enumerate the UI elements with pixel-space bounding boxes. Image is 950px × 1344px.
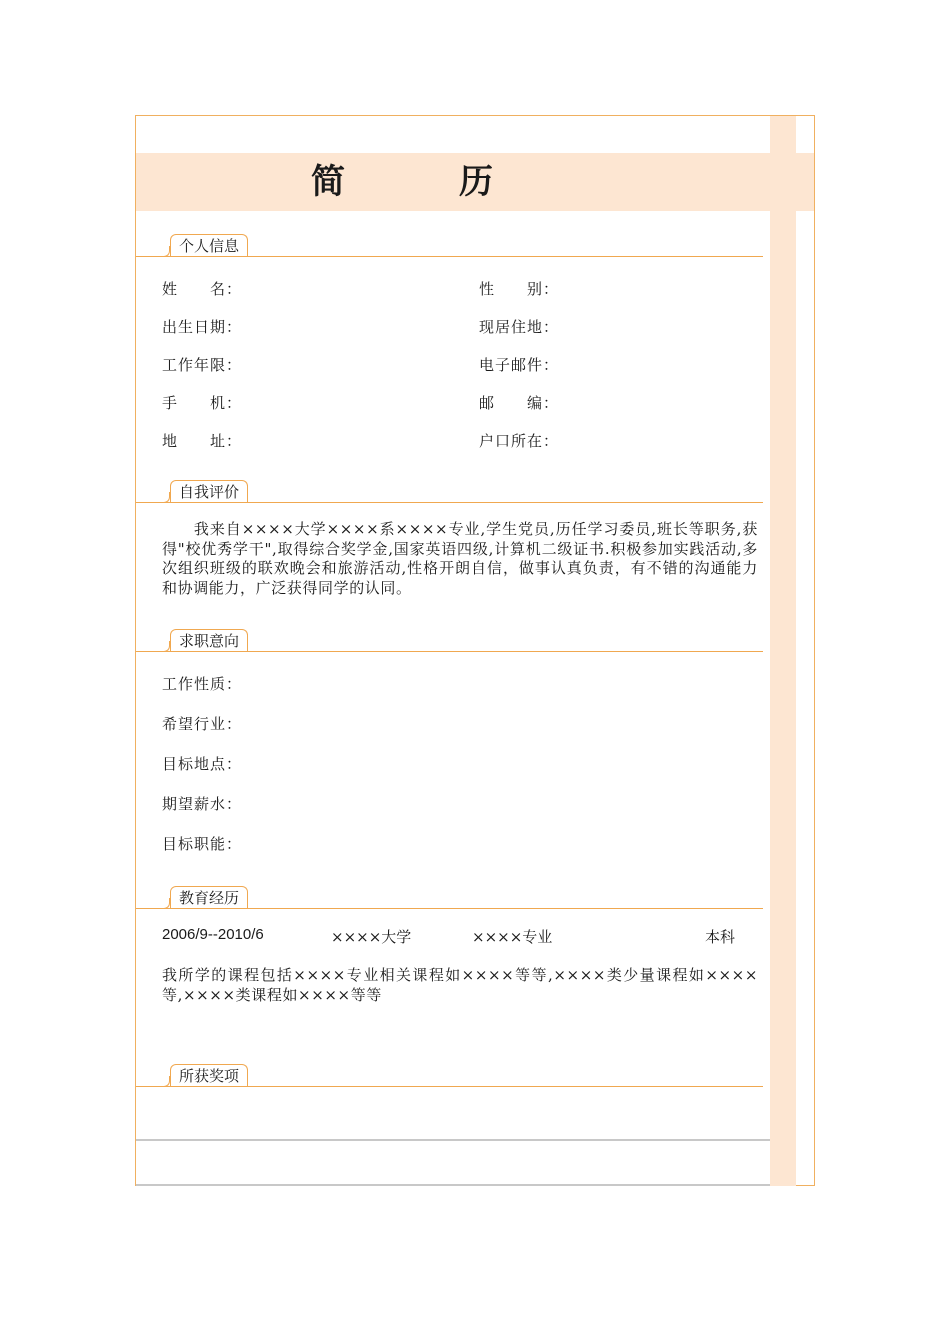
field-job-type: 工作性质：: [162, 675, 243, 693]
section-heading-intent: 求职意向: [170, 629, 248, 651]
bottom-divider: [136, 1184, 770, 1186]
field-postcode: 邮 编：: [479, 394, 560, 412]
section-heading-awards: 所获奖项: [170, 1064, 248, 1086]
field-work-years: 工作年限：: [162, 356, 243, 374]
field-hukou: 户口所在：: [479, 432, 560, 450]
edu-courses: 我所学的课程包括××××专业相关课程如××××等等,××××类少量课程如××××等,××××类课程如××××等等: [162, 966, 758, 1004]
self-eval-text: 我来自××××大学××××系××××专业,学生党员,历任学习委员,班长等职务,获得"校优秀学干",取得综合奖学金,国家英语四级,计算机二级证书.积极参加实践活动,多次组织班级的联欢晚会和旅游活动,性格开朗自信，做事认真负责，有不错的沟通能力和协调能力，广泛获得同学的认同。: [162, 520, 758, 597]
field-location: 目标地点：: [162, 755, 243, 773]
field-industry: 希望行业：: [162, 715, 243, 733]
right-decor-stripe: [770, 116, 796, 1186]
field-name: 姓 名：: [162, 280, 243, 298]
resume-title: 简 历: [311, 162, 533, 202]
bottom-divider: [136, 1139, 770, 1141]
field-mobile: 手 机：: [162, 394, 243, 412]
field-residence: 现居住地：: [479, 318, 560, 336]
field-email: 电子邮件：: [479, 356, 560, 374]
field-address: 地 址：: [162, 432, 243, 450]
field-gender: 性 别：: [479, 280, 560, 298]
field-salary: 期望薪水：: [162, 795, 243, 813]
edu-degree: 本科: [705, 928, 736, 946]
section-heading-self-eval: 自我评价: [170, 480, 248, 502]
section-heading-education: 教育经历: [170, 886, 248, 908]
field-function: 目标职能：: [162, 835, 243, 853]
edu-major: ××××专业: [472, 928, 553, 946]
edu-period: 2006/9--2010/6: [162, 926, 264, 943]
field-birthdate: 出生日期：: [162, 318, 243, 336]
section-heading-personal: 个人信息: [170, 234, 248, 256]
edu-school: ××××大学: [331, 928, 412, 946]
